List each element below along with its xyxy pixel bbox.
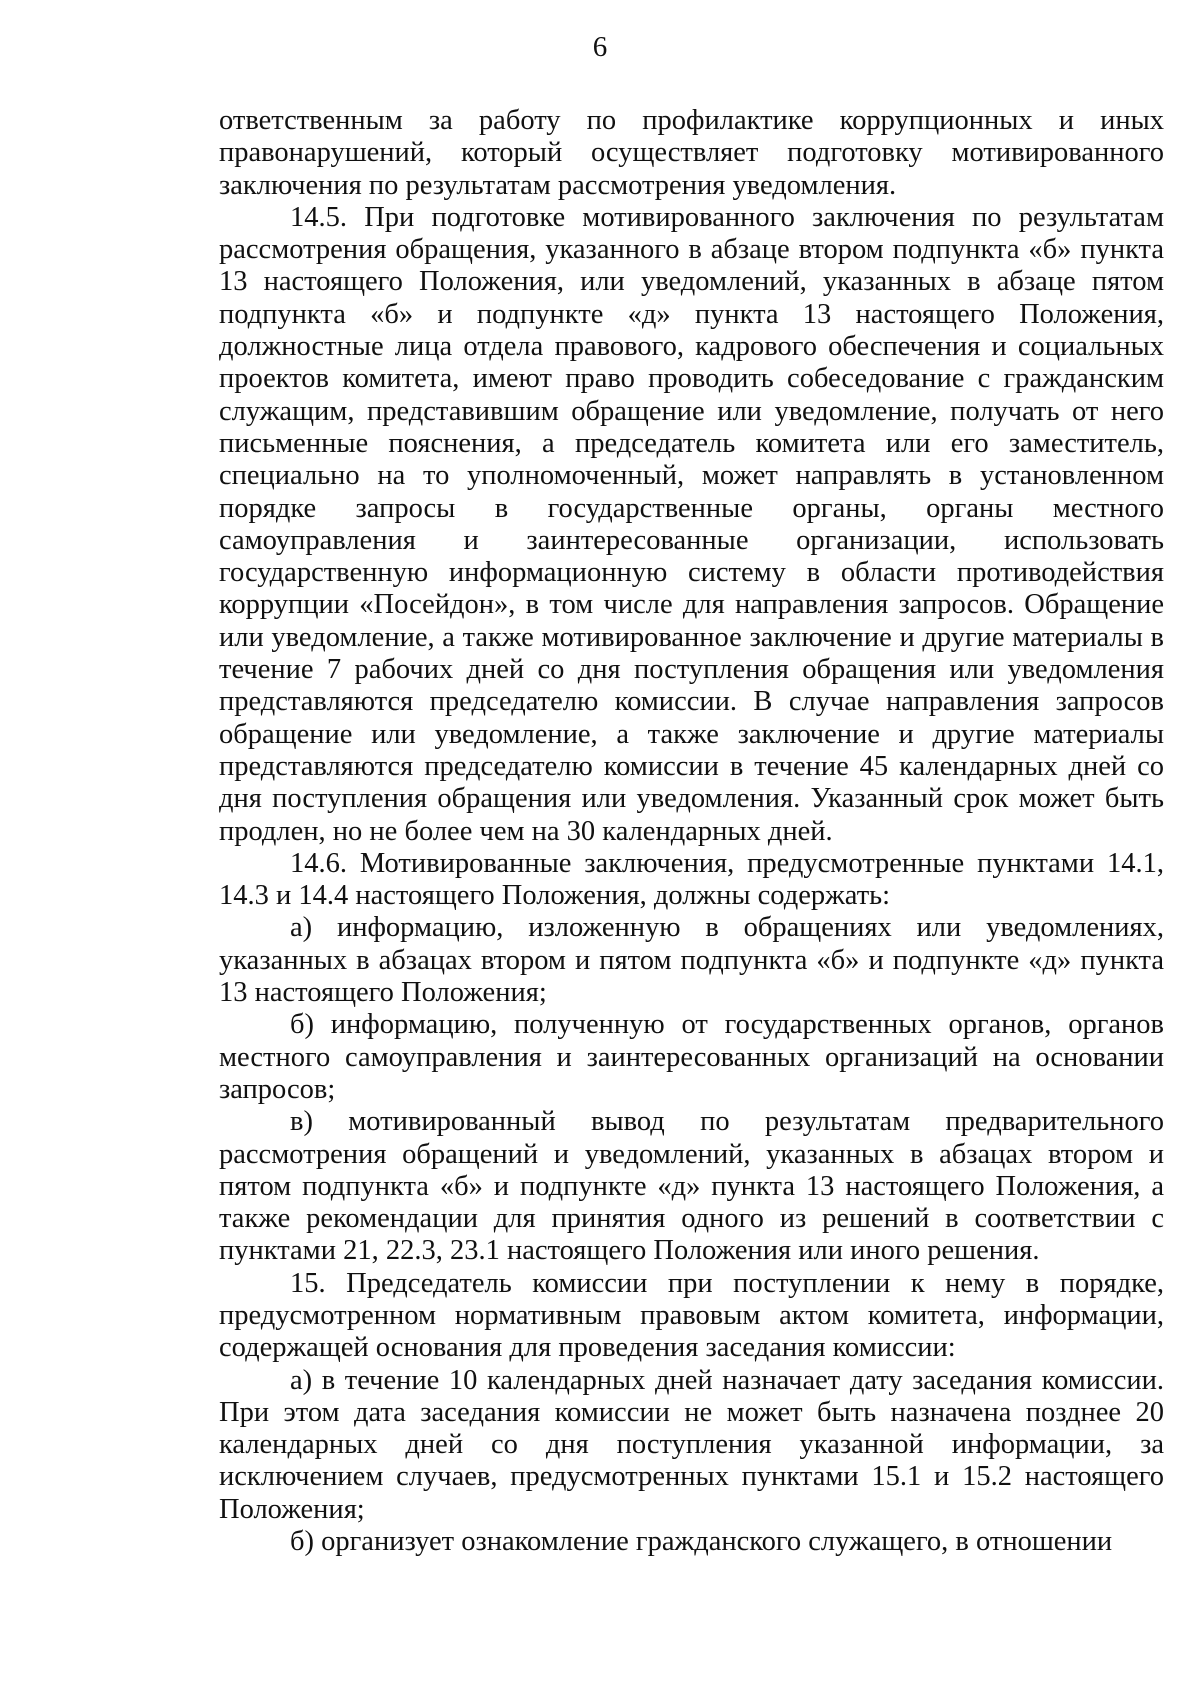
paragraph-14-6-a: а) информацию, изложенную в обращениях или уведомлениях, указанных в абзацах втором и пятом подпункта «б» и подпункте «д» пункта 13 настоящего Положения; <box>219 912 1164 1009</box>
paragraph-continuation: ответственным за работу по профилактике коррупционных и иных правонарушений, который осуществляет подготовку мотивированного заключения по результатам рассмотрения уведомления. <box>219 105 1164 201</box>
paragraph-14-5: 14.5. При подготовке мотивированного заключения по результатам рассмотрения обращения, указанного в абзаце втором подпункта «б» пункта 13 настоящего Положения, или уведомлений, указанных в абзаце пятом подпункта «б» и подпункте «д» пункта 13 настоящего Положения, должностные лица отдела правового, кадрового обеспечения и социальных проектов комитета, имеют право проводить собеседование с гражданским служащим, представившим обращение или уведомление, получать от него письменные пояснения, а председатель комитета или его заместитель, специально на то уполномоченный, может направлять в установленном порядке запросы в государственные органы, органы местного самоуправления и заинтересованные организации, использовать государственную информационную систему в области противодействия коррупции «Посейдон», в том числе для направления запросов. Обращение или уведомление, а также мотивированное заключение и другие материалы в течение 7 рабочих дней со дня поступления обращения или уведомления представляются председателю комиссии. В случае направления запросов обращение или уведомление, а также заключение и другие материалы представляются председателю комиссии в течение 45 календарных дней со дня поступления обращения или уведомления. Указанный срок может быть продлен, но не более чем на 30 календарных дней. <box>219 201 1164 847</box>
paragraph-14-6-v: в) мотивированный вывод по результатам предварительного рассмотрения обращений и уведомлений, указанных в абзацах втором и пятом подпункта «б» и подпункте «д» пункта 13 настоящего Положения, а также рекомендации для принятия одного из решений в соответствии с пунктами 21, 22.3, 23.1 настоящего Положения или иного решения. <box>219 1106 1164 1267</box>
paragraph-14-6: 14.6. Мотивированные заключения, предусмотренные пунктами 14.1, 14.3 и 14.4 настоящего Положения, должны содержать: <box>219 847 1164 912</box>
page-number: 6 <box>592 31 608 63</box>
paragraph-15-a: а) в течение 10 календарных дней назначает дату заседания комиссии. При этом дата заседания комиссии не может быть назначена позднее 20 календарных дней со дня поступления указанной информации, за исключением случаев, предусмотренных пунктами 15.1 и 15.2 настоящего Положения; <box>219 1364 1164 1525</box>
paragraph-15: 15. Председатель комиссии при поступлении к нему в порядке, предусмотренном нормативным правовым актом комитета, информации, содержащей основания для проведения заседания комиссии: <box>219 1267 1164 1364</box>
document-body <box>219 105 1164 1558</box>
paragraph-14-6-b: б) информацию, полученную от государственных органов, органов местного самоуправления и заинтересованных организаций на основании запросов; <box>219 1009 1164 1105</box>
paragraph-15-b: б) организует ознакомление гражданского служащего, в отношении <box>290 1526 1113 1558</box>
